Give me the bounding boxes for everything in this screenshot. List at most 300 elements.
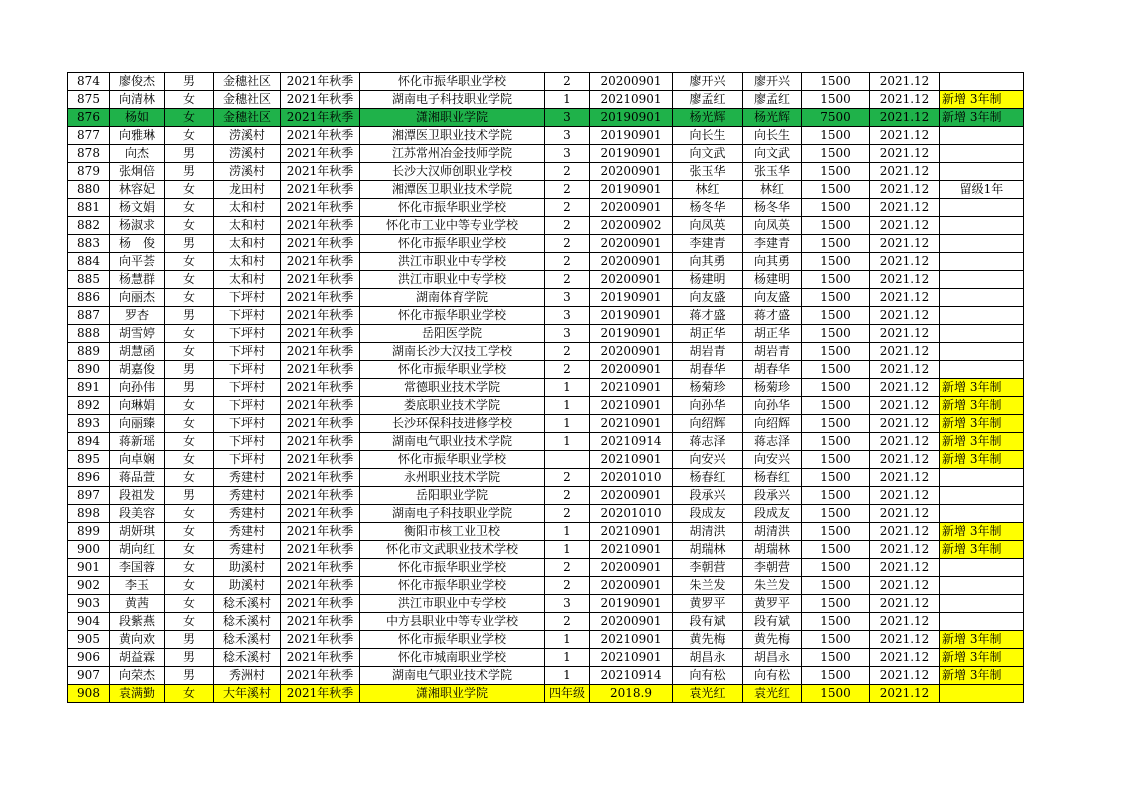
guardian-cell: 向文武 <box>673 145 743 163</box>
enroll-date-cell: 20190901 <box>590 109 673 127</box>
guardian-cell: 胡岩青 <box>673 343 743 361</box>
amount-cell: 1500 <box>802 595 870 613</box>
term-cell: 2021年秋季 <box>281 127 360 145</box>
payment-date-cell: 2021.12 <box>870 217 940 235</box>
payment-date-cell: 2021.12 <box>870 289 940 307</box>
payee-cell: 朱兰发 <box>743 577 802 595</box>
grade-cell: 1 <box>545 397 590 415</box>
table-row <box>68 613 1024 631</box>
row-number-cell: 897 <box>68 487 110 505</box>
payee-cell: 向安兴 <box>743 451 802 469</box>
gender-cell: 女 <box>165 91 214 109</box>
village-cell: 稔禾溪村 <box>214 595 281 613</box>
term-cell: 2021年秋季 <box>281 469 360 487</box>
guardian-cell: 黄罗平 <box>673 595 743 613</box>
table-row <box>68 235 1024 253</box>
school-cell: 怀化市振华职业学校 <box>360 73 545 91</box>
enroll-date-cell: 20200902 <box>590 217 673 235</box>
enroll-date-cell: 20210901 <box>590 631 673 649</box>
grade-cell: 1 <box>545 523 590 541</box>
name-cell: 杨文娟 <box>110 199 165 217</box>
enroll-date-cell: 20210901 <box>590 91 673 109</box>
village-cell: 下坪村 <box>214 343 281 361</box>
school-cell: 怀化市振华职业学校 <box>360 577 545 595</box>
row-number-cell: 876 <box>68 109 110 127</box>
payee-cell: 向其勇 <box>743 253 802 271</box>
table-row <box>68 361 1024 379</box>
term-cell: 2021年秋季 <box>281 523 360 541</box>
note-cell: 新增 3年制 <box>940 397 1024 415</box>
amount-cell: 1500 <box>802 667 870 685</box>
row-number-cell: 903 <box>68 595 110 613</box>
payee-cell: 林红 <box>743 181 802 199</box>
gender-cell: 女 <box>165 397 214 415</box>
note-cell <box>940 199 1024 217</box>
guardian-cell: 杨冬华 <box>673 199 743 217</box>
term-cell: 2021年秋季 <box>281 73 360 91</box>
note-cell <box>940 505 1024 523</box>
note-cell: 新增 3年制 <box>940 451 1024 469</box>
term-cell: 2021年秋季 <box>281 577 360 595</box>
payee-cell: 李建青 <box>743 235 802 253</box>
gender-cell: 女 <box>165 523 214 541</box>
school-cell: 岳阳医学院 <box>360 325 545 343</box>
table-row <box>68 415 1024 433</box>
gender-cell: 男 <box>165 667 214 685</box>
name-cell: 向平荟 <box>110 253 165 271</box>
amount-cell: 1500 <box>802 613 870 631</box>
payment-date-cell: 2021.12 <box>870 109 940 127</box>
row-number-cell: 892 <box>68 397 110 415</box>
school-cell: 怀化市振华职业学校 <box>360 199 545 217</box>
village-cell: 太和村 <box>214 199 281 217</box>
note-cell: 新增 3年制 <box>940 91 1024 109</box>
payee-cell: 蒋才盛 <box>743 307 802 325</box>
name-cell: 段美容 <box>110 505 165 523</box>
village-cell: 助溪村 <box>214 577 281 595</box>
amount-cell: 1500 <box>802 181 870 199</box>
gender-cell: 女 <box>165 199 214 217</box>
name-cell: 向雅琳 <box>110 127 165 145</box>
guardian-cell: 胡瑞林 <box>673 541 743 559</box>
guardian-cell: 段成友 <box>673 505 743 523</box>
note-cell <box>940 307 1024 325</box>
village-cell: 稔禾溪村 <box>214 631 281 649</box>
village-cell: 下坪村 <box>214 397 281 415</box>
enroll-date-cell: 20190901 <box>590 145 673 163</box>
enroll-date-cell: 20190901 <box>590 127 673 145</box>
name-cell: 袁满勤 <box>110 685 165 703</box>
grade-cell: 2 <box>545 577 590 595</box>
amount-cell: 1500 <box>802 235 870 253</box>
enroll-date-cell: 20190901 <box>590 595 673 613</box>
school-cell: 湖南电子科技职业学院 <box>360 91 545 109</box>
gender-cell: 女 <box>165 253 214 271</box>
payee-cell: 向凤英 <box>743 217 802 235</box>
name-cell: 杨慧群 <box>110 271 165 289</box>
amount-cell: 1500 <box>802 199 870 217</box>
school-cell: 潇湘职业学院 <box>360 109 545 127</box>
row-number-cell: 885 <box>68 271 110 289</box>
grade-cell: 四年级 <box>545 685 590 703</box>
table-row <box>68 73 1024 91</box>
payee-cell: 胡昌永 <box>743 649 802 667</box>
payment-date-cell: 2021.12 <box>870 253 940 271</box>
amount-cell: 1500 <box>802 577 870 595</box>
payment-date-cell: 2021.12 <box>870 271 940 289</box>
row-number-cell: 904 <box>68 613 110 631</box>
name-cell: 段祖发 <box>110 487 165 505</box>
table-row <box>68 307 1024 325</box>
amount-cell: 1500 <box>802 163 870 181</box>
payment-date-cell: 2021.12 <box>870 451 940 469</box>
payee-cell: 向文武 <box>743 145 802 163</box>
village-cell: 龙田村 <box>214 181 281 199</box>
table-row <box>68 199 1024 217</box>
enroll-date-cell: 20200901 <box>590 199 673 217</box>
gender-cell: 男 <box>165 631 214 649</box>
grade-cell: 3 <box>545 289 590 307</box>
grade-cell: 3 <box>545 109 590 127</box>
row-number-cell: 887 <box>68 307 110 325</box>
payment-date-cell: 2021.12 <box>870 181 940 199</box>
village-cell: 金穗社区 <box>214 109 281 127</box>
guardian-cell: 段承兴 <box>673 487 743 505</box>
table-row <box>68 181 1024 199</box>
table-row <box>68 325 1024 343</box>
row-number-cell: 902 <box>68 577 110 595</box>
payee-cell: 向友盛 <box>743 289 802 307</box>
village-cell: 太和村 <box>214 253 281 271</box>
school-cell: 洪江市职业中专学校 <box>360 253 545 271</box>
payment-date-cell: 2021.12 <box>870 235 940 253</box>
amount-cell: 1500 <box>802 487 870 505</box>
village-cell: 金穗社区 <box>214 91 281 109</box>
amount-cell: 1500 <box>802 145 870 163</box>
gender-cell: 女 <box>165 217 214 235</box>
village-cell: 下坪村 <box>214 307 281 325</box>
grade-cell: 3 <box>545 307 590 325</box>
term-cell: 2021年秋季 <box>281 361 360 379</box>
payment-date-cell: 2021.12 <box>870 73 940 91</box>
row-number-cell: 899 <box>68 523 110 541</box>
payee-cell: 段有斌 <box>743 613 802 631</box>
amount-cell: 1500 <box>802 361 870 379</box>
note-cell <box>940 217 1024 235</box>
village-cell: 涝溪村 <box>214 127 281 145</box>
enroll-date-cell: 20200901 <box>590 559 673 577</box>
note-cell <box>940 361 1024 379</box>
gender-cell: 男 <box>165 73 214 91</box>
name-cell: 杨 俊 <box>110 235 165 253</box>
note-cell <box>940 271 1024 289</box>
name-cell: 罗杏 <box>110 307 165 325</box>
payee-cell: 杨建明 <box>743 271 802 289</box>
guardian-cell: 杨春红 <box>673 469 743 487</box>
term-cell: 2021年秋季 <box>281 487 360 505</box>
grade-cell: 1 <box>545 649 590 667</box>
enroll-date-cell: 20201010 <box>590 469 673 487</box>
school-cell: 怀化市振华职业学校 <box>360 631 545 649</box>
gender-cell: 男 <box>165 235 214 253</box>
guardian-cell: 段有斌 <box>673 613 743 631</box>
village-cell: 秀建村 <box>214 505 281 523</box>
name-cell: 胡嘉俊 <box>110 361 165 379</box>
enroll-date-cell: 20210901 <box>590 523 673 541</box>
gender-cell: 女 <box>165 613 214 631</box>
note-cell <box>940 235 1024 253</box>
row-number-cell: 905 <box>68 631 110 649</box>
gender-cell: 男 <box>165 145 214 163</box>
payee-cell: 杨春红 <box>743 469 802 487</box>
gender-cell: 男 <box>165 361 214 379</box>
row-number-cell: 890 <box>68 361 110 379</box>
grade-cell: 2 <box>545 235 590 253</box>
village-cell: 涝溪村 <box>214 145 281 163</box>
enroll-date-cell: 20210914 <box>590 667 673 685</box>
enroll-date-cell: 20190901 <box>590 181 673 199</box>
grade-cell: 2 <box>545 73 590 91</box>
gender-cell: 女 <box>165 325 214 343</box>
payee-cell: 袁光红 <box>743 685 802 703</box>
name-cell: 胡益霖 <box>110 649 165 667</box>
school-cell: 长沙环保科技进修学校 <box>360 415 545 433</box>
note-cell <box>940 595 1024 613</box>
village-cell: 助溪村 <box>214 559 281 577</box>
grade-cell: 2 <box>545 253 590 271</box>
table-row <box>68 271 1024 289</box>
table-row <box>68 649 1024 667</box>
amount-cell: 1500 <box>802 91 870 109</box>
table-row <box>68 343 1024 361</box>
payee-cell: 胡岩青 <box>743 343 802 361</box>
row-number-cell: 881 <box>68 199 110 217</box>
guardian-cell: 胡正华 <box>673 325 743 343</box>
note-cell: 新增 3年制 <box>940 415 1024 433</box>
guardian-cell: 向长生 <box>673 127 743 145</box>
gender-cell: 女 <box>165 469 214 487</box>
table-row <box>68 109 1024 127</box>
name-cell: 向荣杰 <box>110 667 165 685</box>
guardian-cell: 杨建明 <box>673 271 743 289</box>
payment-date-cell: 2021.12 <box>870 325 940 343</box>
payee-cell: 蒋志泽 <box>743 433 802 451</box>
amount-cell: 1500 <box>802 325 870 343</box>
enroll-date-cell: 20200901 <box>590 343 673 361</box>
row-number-cell: 896 <box>68 469 110 487</box>
grade-cell: 2 <box>545 613 590 631</box>
term-cell: 2021年秋季 <box>281 217 360 235</box>
village-cell: 下坪村 <box>214 433 281 451</box>
village-cell: 秀洲村 <box>214 667 281 685</box>
payment-date-cell: 2021.12 <box>870 379 940 397</box>
row-number-cell: 900 <box>68 541 110 559</box>
village-cell: 秀建村 <box>214 487 281 505</box>
payment-date-cell: 2021.12 <box>870 505 940 523</box>
payment-date-cell: 2021.12 <box>870 541 940 559</box>
gender-cell: 女 <box>165 127 214 145</box>
enroll-date-cell: 20210901 <box>590 541 673 559</box>
grade-cell: 1 <box>545 415 590 433</box>
term-cell: 2021年秋季 <box>281 235 360 253</box>
row-number-cell: 884 <box>68 253 110 271</box>
payee-cell: 向绍辉 <box>743 415 802 433</box>
payee-cell: 胡清洪 <box>743 523 802 541</box>
school-cell: 怀化市振华职业学校 <box>360 307 545 325</box>
table-body <box>68 73 1024 703</box>
enroll-date-cell: 20210901 <box>590 451 673 469</box>
grade-cell: 1 <box>545 433 590 451</box>
guardian-cell: 黄先梅 <box>673 631 743 649</box>
school-cell: 湖南电气职业技术学院 <box>360 667 545 685</box>
payee-cell: 黄先梅 <box>743 631 802 649</box>
guardian-cell: 杨菊珍 <box>673 379 743 397</box>
village-cell: 秀建村 <box>214 523 281 541</box>
payee-cell: 李朝营 <box>743 559 802 577</box>
guardian-cell: 向凤英 <box>673 217 743 235</box>
grade-cell: 2 <box>545 505 590 523</box>
amount-cell: 1500 <box>802 271 870 289</box>
school-cell: 怀化市振华职业学校 <box>360 235 545 253</box>
payee-cell: 向孙华 <box>743 397 802 415</box>
gender-cell: 女 <box>165 505 214 523</box>
row-number-cell: 894 <box>68 433 110 451</box>
name-cell: 向清林 <box>110 91 165 109</box>
amount-cell: 1500 <box>802 541 870 559</box>
village-cell: 下坪村 <box>214 325 281 343</box>
name-cell: 杨如 <box>110 109 165 127</box>
village-cell: 下坪村 <box>214 415 281 433</box>
note-cell: 新增 3年制 <box>940 433 1024 451</box>
enroll-date-cell: 20190901 <box>590 289 673 307</box>
school-cell: 怀化市振华职业学校 <box>360 451 545 469</box>
name-cell: 胡慧函 <box>110 343 165 361</box>
note-cell: 新增 3年制 <box>940 667 1024 685</box>
note-cell: 新增 3年制 <box>940 109 1024 127</box>
payment-date-cell: 2021.12 <box>870 199 940 217</box>
village-cell: 下坪村 <box>214 379 281 397</box>
guardian-cell: 朱兰发 <box>673 577 743 595</box>
payee-cell: 胡春华 <box>743 361 802 379</box>
row-number-cell: 877 <box>68 127 110 145</box>
term-cell: 2021年秋季 <box>281 541 360 559</box>
amount-cell: 1500 <box>802 217 870 235</box>
payment-date-cell: 2021.12 <box>870 613 940 631</box>
payment-date-cell: 2021.12 <box>870 415 940 433</box>
name-cell: 廖俊杰 <box>110 73 165 91</box>
gender-cell: 男 <box>165 307 214 325</box>
note-cell: 新增 3年制 <box>940 379 1024 397</box>
village-cell: 太和村 <box>214 271 281 289</box>
row-number-cell: 886 <box>68 289 110 307</box>
table-row <box>68 667 1024 685</box>
amount-cell: 1500 <box>802 433 870 451</box>
gender-cell: 男 <box>165 379 214 397</box>
amount-cell: 1500 <box>802 253 870 271</box>
payment-date-cell: 2021.12 <box>870 361 940 379</box>
enroll-date-cell: 20200901 <box>590 487 673 505</box>
row-number-cell: 901 <box>68 559 110 577</box>
table-row <box>68 595 1024 613</box>
amount-cell: 1500 <box>802 649 870 667</box>
name-cell: 向丽杰 <box>110 289 165 307</box>
guardian-cell: 蒋志泽 <box>673 433 743 451</box>
payment-date-cell: 2021.12 <box>870 685 940 703</box>
payment-date-cell: 2021.12 <box>870 577 940 595</box>
note-cell <box>940 145 1024 163</box>
payee-cell: 胡正华 <box>743 325 802 343</box>
grade-cell: 1 <box>545 379 590 397</box>
term-cell: 2021年秋季 <box>281 271 360 289</box>
table-row <box>68 487 1024 505</box>
school-cell: 中方县职业中等专业学校 <box>360 613 545 631</box>
name-cell: 向琳娟 <box>110 397 165 415</box>
name-cell: 张炯倍 <box>110 163 165 181</box>
row-number-cell: 883 <box>68 235 110 253</box>
gender-cell: 女 <box>165 577 214 595</box>
note-cell: 新增 3年制 <box>940 523 1024 541</box>
amount-cell: 1500 <box>802 397 870 415</box>
school-cell: 湘潭医卫职业技术学院 <box>360 127 545 145</box>
enroll-date-cell: 20200901 <box>590 613 673 631</box>
gender-cell: 女 <box>165 433 214 451</box>
gender-cell: 女 <box>165 181 214 199</box>
payment-date-cell: 2021.12 <box>870 595 940 613</box>
school-cell: 洪江市职业中专学校 <box>360 595 545 613</box>
payment-date-cell: 2021.12 <box>870 127 940 145</box>
note-cell: 新增 3年制 <box>940 631 1024 649</box>
name-cell: 黄茜 <box>110 595 165 613</box>
guardian-cell: 向其勇 <box>673 253 743 271</box>
payment-date-cell: 2021.12 <box>870 433 940 451</box>
name-cell: 胡向红 <box>110 541 165 559</box>
note-cell <box>940 487 1024 505</box>
payment-date-cell: 2021.12 <box>870 145 940 163</box>
grade-cell: 2 <box>545 487 590 505</box>
name-cell: 向丽臻 <box>110 415 165 433</box>
term-cell: 2021年秋季 <box>281 91 360 109</box>
enroll-date-cell: 20190901 <box>590 325 673 343</box>
name-cell: 段紫燕 <box>110 613 165 631</box>
payee-cell: 杨菊珍 <box>743 379 802 397</box>
term-cell: 2021年秋季 <box>281 451 360 469</box>
payment-date-cell: 2021.12 <box>870 667 940 685</box>
grade-cell: 1 <box>545 631 590 649</box>
term-cell: 2021年秋季 <box>281 181 360 199</box>
school-cell: 怀化市振华职业学校 <box>360 559 545 577</box>
payee-cell: 杨光辉 <box>743 109 802 127</box>
term-cell: 2021年秋季 <box>281 433 360 451</box>
term-cell: 2021年秋季 <box>281 415 360 433</box>
term-cell: 2021年秋季 <box>281 199 360 217</box>
grade-cell: 3 <box>545 127 590 145</box>
school-cell: 娄底职业技术学院 <box>360 397 545 415</box>
table-row <box>68 397 1024 415</box>
payee-cell: 向有松 <box>743 667 802 685</box>
school-cell: 潇湘职业学院 <box>360 685 545 703</box>
village-cell: 太和村 <box>214 235 281 253</box>
enroll-date-cell: 20200901 <box>590 235 673 253</box>
term-cell: 2021年秋季 <box>281 631 360 649</box>
payee-cell: 胡瑞林 <box>743 541 802 559</box>
payee-cell: 廖开兴 <box>743 73 802 91</box>
school-cell: 长沙大汉师创职业学校 <box>360 163 545 181</box>
enroll-date-cell: 20201010 <box>590 505 673 523</box>
village-cell: 下坪村 <box>214 289 281 307</box>
grade-cell: 1 <box>545 541 590 559</box>
table-row <box>68 505 1024 523</box>
table-row <box>68 163 1024 181</box>
